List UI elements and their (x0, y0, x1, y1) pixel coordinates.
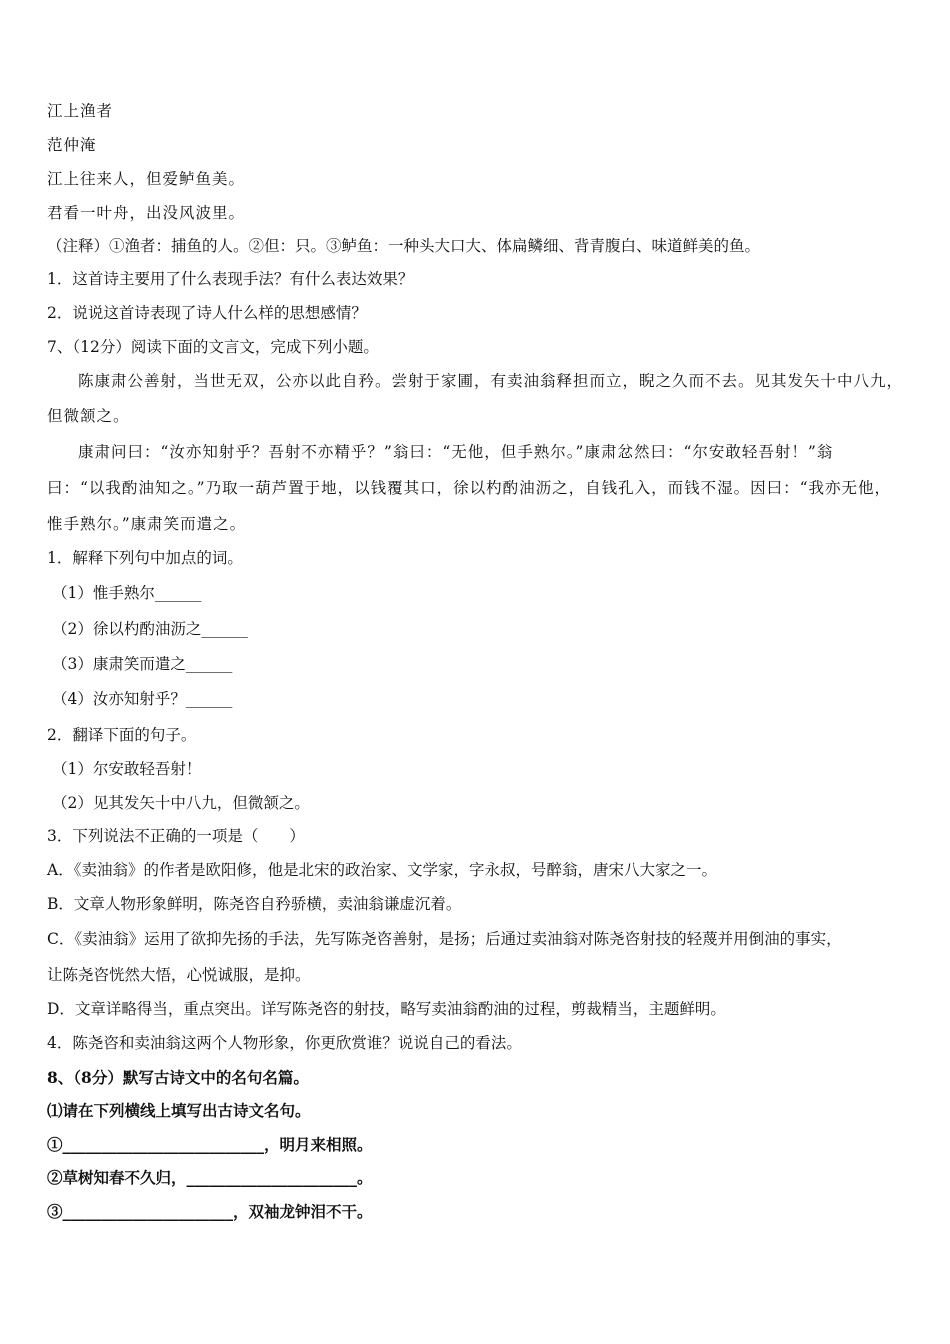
poem-question-2: 2．说说这首诗表现了诗人什么样的思想感情？ (47, 304, 367, 322)
q8-item-1: ①__________________________，明月来相照。 (47, 1135, 373, 1154)
q7-s2-title: 2．翻译下面的句子。 (47, 726, 197, 744)
q8-item-3: ③______________________，双袖龙钟泪不干。 (47, 1202, 373, 1221)
q8-subtitle: ⑴请在下列横线上填写出古诗文名句。 (47, 1101, 311, 1120)
q7-para2-line2: 曰：“以我酌油知之。”乃取一葫芦置于地，以钱覆其口，徐以杓酌油沥之，自钱孔入，而钱不湿。因曰：“我亦无他， (47, 479, 892, 497)
q7-s2-item-1: （1）尔安敢轻吾射！ (52, 760, 202, 778)
q7-header: 7、（12分）阅读下面的文言文，完成下列小题。 (47, 338, 379, 356)
q7-s3-title: 3．下列说法不正确的一项是（ ） (47, 827, 305, 845)
q7-s1-title: 1．解释下列句中加点的词。 (47, 549, 243, 567)
q7-s2-item-2: （2）见其发矢十中八九，但微颔之。 (52, 794, 310, 812)
q7-s3-option-c-line2: 让陈尧咨恍然大悟，心悦诚服，是抑。 (47, 966, 311, 984)
q7-s4: 4．陈尧咨和卖油翁这两个人物形象，你更欣赏谁？说说自己的看法。 (47, 1034, 522, 1052)
q7-s3-option-b: B．文章人物形象鲜明，陈尧咨自矜骄横，卖油翁谦虚沉着。 (47, 895, 462, 913)
q8-header: 8、（8分）默写古诗文中的名句名篇。 (47, 1068, 309, 1087)
q7-s1-item-4: （4）汝亦知射乎？______ (52, 690, 233, 708)
q8-item-2: ②草树知春不久归，______________________。 (47, 1168, 373, 1187)
q7-s3-option-d: D．文章详略得当，重点突出。详写陈尧咨的射技，略写卖油翁酌油的过程，剪裁精当，主题鲜明。 (47, 1000, 726, 1018)
q7-s3-option-a: A．《卖油翁》的作者是欧阳修，他是北宋的政治家、文学家，字永叔，号醉翁，唐宋八大家之一。 (47, 861, 717, 879)
poem-author: 范仲淹 (47, 136, 97, 154)
q7-para2-line1: 康肃问曰：“汝亦知射乎？吾射不亦精乎？”翁曰：“无他，但手熟尔。”康肃忿然曰：“尔安敢轻吾射！”翁 (78, 443, 834, 461)
q7-s3-option-c-line1: C．《卖油翁》运用了欲抑先扬的手法，先写陈尧咨善射，是扬；后通过卖油翁对陈尧咨射技的轻蔑并用倒油的事实， (47, 930, 842, 948)
poem-question-1: 1．这首诗主要用了什么表现手法？有什么表达效果？ (47, 270, 414, 288)
q7-para1-line2: 但微颔之。 (47, 407, 130, 425)
q7-para2-line3: 惟手熟尔。”康肃笑而遣之。 (47, 515, 247, 533)
q7-s1-item-1: （1）惟手熟尔______ (52, 584, 202, 602)
poem-line-2: 君看一叶舟，出没风波里。 (47, 204, 246, 222)
poem-line-1: 江上往来人，但爱鲈鱼美。 (47, 170, 246, 188)
poem-title: 江上渔者 (47, 102, 114, 120)
q7-para1-line1: 陈康肃公善射，当世无双，公亦以此自矜。尝射于家圃，有卖油翁释担而立，睨之久而不去。见其发矢十中八九， (78, 372, 904, 390)
q7-s1-item-3: （3）康肃笑而遣之______ (52, 655, 233, 673)
q7-s1-item-2: （2）徐以杓酌油沥之______ (52, 620, 248, 638)
poem-note: （注释）①渔者：捕鱼的人。②但：只。③鲈鱼：一种头大口大、体扁鳞细、背青腹白、味道鲜美的鱼。 (47, 237, 761, 255)
